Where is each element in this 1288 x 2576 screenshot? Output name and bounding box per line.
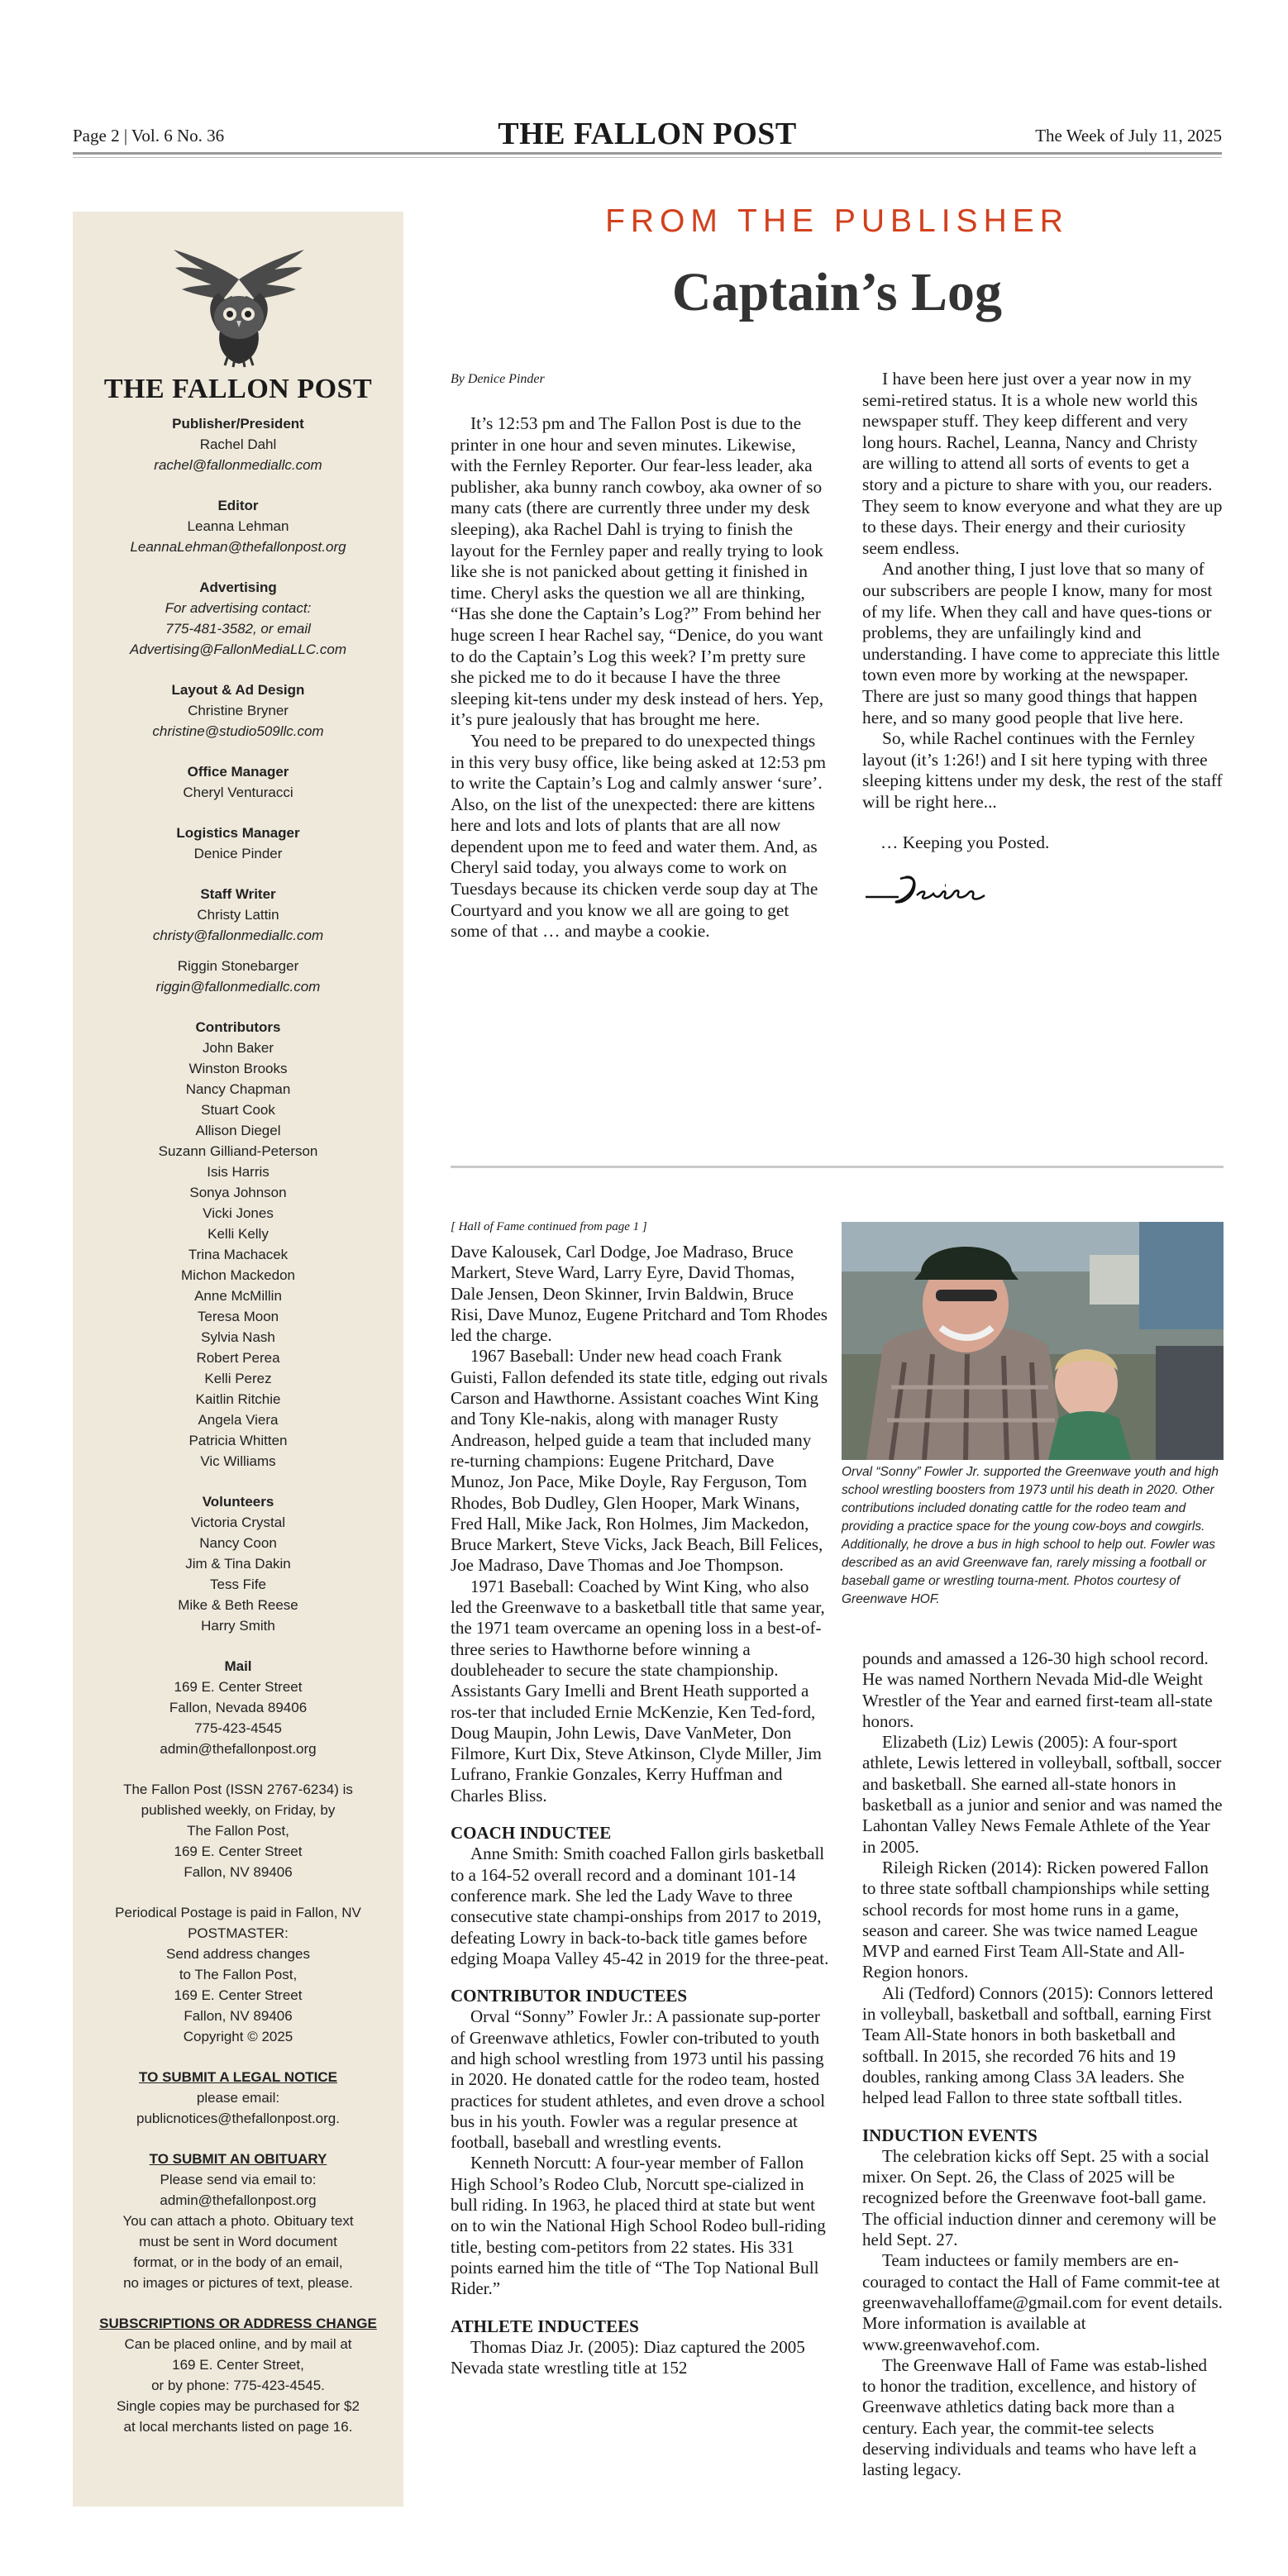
legal-notice-info [73,2087,403,2129]
obituary-line: You can attach a photo. Obituary text [122,2213,354,2229]
athlete-inductees-heading: ATHLETE INDUCTEES [451,2316,639,2336]
paragraph: So, while Rachel continues with the Fernley layout (it’s 1:26!) and I sit here typing with three sleeping kittens under my desk, the rest of the staff will be right here... [862,728,1223,812]
paragraph: Rileigh Ricken (2014): Ricken powered Fallon to three state softball championships while setting school records for most home runs in a game, season and career. She was twice named League MVP and earned First Team All-State and All-Region honors. [862,1857,1209,1982]
staff-email[interactable]: christine@studio509llc.com [152,723,324,739]
contributor-name: Vic Williams [200,1453,276,1469]
obituary-info [73,2169,403,2293]
paragraph: I have been here just over a year now in my semi-retired status. It is a whole new world this newspaper stuff. They keep different and very long hours. Rachel, Leanna, Nancy and Christy are willing to attend all sorts of events to get a story and a picture to share with you, our readers. They seem to know everyone and what they are up to these days. Their energy and their curiosity seem endless. [862,369,1223,558]
contributor-name: Winston Brooks [188,1061,288,1076]
subscription-line: at local merchants listed on page 16. [123,2419,353,2435]
induction-events-heading: INDUCTION EVENTS [862,2125,1038,2145]
signature-image [862,869,1028,909]
obituary-line: format, or in the body of an email, [133,2254,343,2270]
contributor-name: Isis Harris [207,1164,270,1180]
section-kicker: FROM THE PUBLISHER [605,203,1069,239]
subscription-line: Can be placed online, and by mail at [124,2336,352,2352]
issn-line: Fallon, NV 89406 [184,1864,293,1880]
subscriptions-info [73,2334,403,2437]
publisher-column-2 [862,369,1223,909]
coach-inductee-heading: COACH INDUCTEE [451,1823,612,1844]
role-label: Editor [217,498,259,513]
mail-line: Fallon, Nevada 89406 [169,1700,308,1715]
contributor-name: Kelli Perez [204,1371,272,1386]
contributor-name: John Baker [203,1040,274,1056]
paragraph: The celebration kicks off Sept. 25 with a social mixer. On Sept. 26, the Class of 2025 will be recognized before the Greenwave foot-ball game. The official induction dinner and ceremony will be held Sept. 27. [862,2145,1217,2250]
paragraph: The Greenwave Hall of Fame was estab-lished to honor the tradition, excellence, and history of Greenwave athletics dating back more than a century. Each year, the commit-tee selects deserving individuals and teams who have left a lasting legacy. [862,2354,1208,2480]
volunteer-name: Mike & Beth Reese [178,1597,298,1613]
staff-email[interactable]: rachel@fallonmediallc.com [154,457,322,473]
contributor-name: Michon Mackedon [181,1267,295,1283]
contributor-name: Angela Viera [198,1412,279,1428]
contributor-name: Sylvia Nash [201,1329,275,1345]
contributor-name: Stuart Cook [201,1102,275,1118]
volunteer-name: Jim & Tina Dakin [185,1556,291,1572]
staff-name: Christy Lattin [197,907,279,923]
owl-logo [170,231,308,370]
subscription-line: Single copies may be purchased for $2 [117,2398,360,2414]
subscriptions-heading: SUBSCRIPTIONS OR ADDRESS CHANGE [99,2316,377,2331]
section-divider [451,1166,1224,1168]
issn-notice [73,1779,403,1882]
paragraph: pounds and amassed a 126-30 high school record. He was named Northern Nevada Mid-dle Weight Wrestler of the Year and earned first-team all-state honors. [862,1648,1213,1731]
paragraph: 1971 Baseball: Coached by Wint King, who also led the Greenwave to a basketball title that same year, the 1971 team overcame an opening loss in a best-of-three series to Hawthorne before winning a doubleheader to secure the state championship. Assistants Gary Imelli and Brent Heath supported a ros-ter that included Ernie McKenzie, Ken Ted-ford, Doug Maupin, John Lewis, Dave VanMeter, Don Filmore, Kurt Dix, Steve Atkinson, Clyde Miller, Jim Lufrano, Frankie Gonzales, Kerry Huffman and Charles Bliss. [451,1576,825,1806]
staff-name: Christine Bryner [188,703,289,718]
fowler-photo [842,1222,1224,1460]
paragraph: Elizabeth (Liz) Lewis (2005): A four-sport athlete, Lewis lettered in volleyball, softball, soccer and basketball. She earned all-state honors in basketball as a junior and senior and was named the Lahontan Valley News Female Athlete of the Year in 2005. [862,1732,1223,1857]
contributor-inductees-heading: CONTRIBUTOR INDUCTEES [451,1986,688,2006]
role-label: Layout & Ad Design [171,682,305,698]
postage-line: POSTMASTER: [188,1925,289,1941]
postage-line: Periodical Postage is paid in Fallon, NV [115,1905,361,1920]
role-label: Logistics Manager [176,825,300,841]
contributor-name: Trina Machacek [188,1247,289,1262]
role-label: Publisher/President [172,416,304,432]
volunteers-list [73,1512,403,1636]
paragraph: Thomas Diaz Jr. (2005): Diaz captured the 2005 Nevada state wrestling title at 152 [451,2336,805,2378]
contributor-name: Patricia Whitten [188,1433,288,1448]
contributor-name: Vicki Jones [203,1205,274,1221]
role-label: Staff Writer [200,886,276,902]
mail-heading: Mail [224,1658,252,1674]
postage-line: Send address changes [166,1946,310,1962]
contributor-name: Anne McMillin [194,1288,282,1304]
staff-name: Denice Pinder [193,846,283,861]
sidebar-title: THE FALLON POST [103,374,373,404]
contributor-name: Suzann Gilliand-Peterson [158,1143,318,1159]
staff-name: Riggin Stonebarger [177,958,299,974]
mail-line: admin@thefallonpost.org [160,1741,317,1757]
continued-from-note: [ Hall of Fame continued from page 1 ] [451,1220,647,1233]
contributor-name: Sonya Johnson [189,1185,287,1200]
article-byline: By Denice Pinder [451,372,545,386]
hof-column-2 [862,1648,1224,2481]
postage-line: Fallon, NV 89406 [184,2008,293,2024]
postage-line: to The Fallon Post, [179,1967,298,1982]
role-label: Advertising [199,580,277,595]
hof-column-1 [451,1242,829,2378]
staff-name: Leanna Lehman [187,518,289,534]
masthead-rule [73,152,1222,155]
obituary-line: no images or pictures of text, please. [123,2275,353,2291]
postage-notice [73,1902,403,2047]
legal-notice-heading: TO SUBMIT A LEGAL NOTICE [139,2069,337,2085]
issue-date: The Week of July 11, 2025 [1035,126,1222,145]
contributor-name: Kelli Kelly [208,1226,269,1242]
obituary-line: must be sent in Word document [139,2234,337,2249]
subscription-line: 169 E. Center Street, [172,2357,304,2373]
staff-email[interactable]: christy@fallonmediallc.com [152,928,324,943]
legal-line: please email: [196,2090,280,2106]
paragraph: Dave Kalousek, Carl Dodge, Joe Madraso, Bruce Markert, Steve Ward, Larry Eyre, David Thomas, Dale Jensen, Deon Skinner, Irvin Baldwin, Bruce Risi, Dave Munoz, Eugene Pritchard and Tom Rhodes led the charge. [451,1242,828,1346]
advertising-phone: 775-481-3582, or email [165,621,311,637]
volunteers-heading: Volunteers [202,1494,274,1510]
subscription-line: or by phone: 775-423-4545. [151,2378,325,2393]
contributor-name: Kaitlin Ritchie [195,1391,281,1407]
staff-sidebar [73,212,403,2507]
staff-name: Rachel Dahl [199,436,277,452]
staff-name: Cheryl Venturacci [183,785,293,800]
issn-line: The Fallon Post (ISSN 2767-6234) is [123,1782,353,1797]
contributors-list [73,1038,403,1472]
volunteer-name: Tess Fife [209,1577,267,1592]
paragraph: Team inductees or family members are en-couraged to contact the Hall of Fame commit-tee at greenwavehalloffame@gmail.com for event details. More information is available at www.greenwavehof.com. [862,2250,1223,2354]
volunteer-name: Victoria Crystal [191,1515,285,1530]
obituary-line: admin@thefallonpost.org [160,2192,317,2208]
role-label: Office Manager [187,764,289,780]
issn-line: 169 E. Center Street [174,1844,303,1859]
legal-line: publicnotices@thefallonpost.org. [136,2111,340,2126]
mail-address [73,1677,403,1759]
masthead [73,116,1222,152]
obituary-heading: TO SUBMIT AN OBITUARY [149,2151,327,2167]
masthead-rule-thin [73,157,1222,158]
advertising-email[interactable]: Advertising@FallonMediaLLC.com [130,642,346,657]
contributors-heading: Contributors [195,1019,281,1035]
contributor-name: Robert Perea [196,1350,280,1366]
obituary-line: Please send via email to: [160,2172,317,2187]
closing-line: … Keeping you Posted. [880,832,1050,853]
postage-line: Copyright © 2025 [183,2029,293,2044]
contributor-name: Allison Diegel [195,1123,281,1138]
article-headline: Captain’s Log [671,262,1003,322]
volunteer-name: Harry Smith [201,1618,275,1634]
contributor-name: Nancy Chapman [185,1081,291,1097]
page-volume-info: Page 2 | Vol. 6 No. 36 [73,126,225,145]
volunteer-name: Nancy Coon [199,1535,277,1551]
publisher-column-1 [451,413,829,942]
paragraph: Kenneth Norcutt: A four-year member of Fallon High School’s Rodeo Club, Norcutt spe-cialized in bull riding. In 1963, he placed third at state but went on to win the National High School Rodeo bull-riding title, besting com-petitors from 22 states. His 331 points earned him the title of “The Top National Bull Rider.” [451,2153,826,2299]
paragraph: Anne Smith: Smith coached Fallon girls basketball to a 164-52 overall record and a dominant 101-14 conference mark. She led the Lady Wave to three consecutive state champi-onships from 2017 to 2019, defeating Lowry in back-to-back title games before edging Moapa Valley 45-42 in 2019 for the three-peat. [451,1844,829,1968]
issn-line: The Fallon Post, [187,1823,289,1839]
masthead-title: THE FALLON POST [498,117,797,151]
contributor-name: Teresa Moon [197,1309,279,1324]
staff-directory [73,413,403,2437]
paragraph: And another thing, I just love that so many of our subscribers are people I know, many for most of my life. When they call and have ques-tions or problems, they are unfailingly kind and understanding. I have come to appreciate this little town even more by working at the newspaper. There are just so many good things that happen here, and so many good people that live here. [862,559,1220,727]
postage-line: 169 E. Center Street [174,1987,303,2003]
issn-line: published weekly, on Friday, by [141,1802,336,1818]
advertising-line: For advertising contact: [165,600,312,616]
photo-caption: Orval “Sonny” Fowler Jr. supported the Greenwave youth and high school wrestling boosters from 1973 until his death in 2020. Other contributions included donating cattle for the rodeo team and providing a practice space for the young cow-boys and cowgirls. Additionally, he drove a bus in high school to help out. Fowler was described as an avid Greenwave fan, rarely missing a football or baseball game or wrestling tourna-ment. Photos courtesy of Greenwave HOF. [842,1465,1219,1606]
mail-line: 169 E. Center Street [174,1679,303,1695]
staff-email[interactable]: riggin@fallonmediallc.com [155,979,321,995]
paragraph: It’s 12:53 pm and The Fallon Post is due to the printer in one hour and seven minutes. Likewise, with the Fernley Reporter. Our fear-less leader, aka publisher, aka bunny ranch cowboy, aka owner of so many cats (there are currently three under my desk sleeping), aka Rachel Dahl is trying to finish the layout for the Fernley paper and really trying to look like she is not panicked about getting it finished in time. Cheryl asks the question we all are thinking, “Has she done the Captain’s Log?” From behind her huge screen I hear Rachel say, “Denice, do you want to do the Captain’s Log this week? I’m pretty sure she picked me to do it because I have the three sleeping kit-tens under my desk instead of hers. Yep, it’s pure jealously that has brought me here. [451,413,823,730]
paragraph: Ali (Tedford) Connors (2015): Connors lettered in volleyball, basketball and softball, earning First Team All-State honors in both basketball and softball. In 2015, she recorded 76 hits and 19 doubles, ranking among Class 3A leaders. She helped lead Fallon to three state softball titles. [862,1982,1214,2108]
paragraph: 1967 Baseball: Under new head coach Frank Guisti, Fallon defended its state title, edging out rivals Carson and Hawthorne. Assistant coaches Wint King and Tony Kle-nakis, along with manager Rusty Andreason, helped guide a team that included many re-turning champions: Eugene Pritchard, Dave Munoz, Jon Pace, Mike Doyle, Ray Ferguson, Tom Rhodes, Bob Dudley, Glen Hooper, Mark Winans, Fred Hall, Mike Jack, Ron Holmes, Jim Mackedon, Bruce Markert, Steve Vicks, Jack Beach, Bill Felices, Joe Madraso, Dave Thomas and Joe Thompson. [451,1346,828,1576]
mail-line: 775-423-4545 [194,1720,282,1736]
paragraph: You need to be prepared to do unexpected things in this very busy office, like being asked at 12:53 pm to write the Captain’s Log and calmly answer ‘sure’. Also, on the list of the unexpected: there are kittens here and lots and lots of plants that are all now dependent upon me to feed and water them. And, as Cheryl said today, you always come to work on Tuesdays because its chicken verde soup day at The Courtyard and you know we all are going to get some of that … and maybe a cookie. [451,730,827,942]
staff-email[interactable]: LeannaLehman@thefallonpost.org [130,539,346,555]
paragraph: Orval “Sonny” Fowler Jr.: A passionate sup-porter of Greenwave athletics, Fowler con-tributed to youth and high school wrestling from 1973 until his passing in 2020. He donated cattle for the rodeo team, hosted practices for student athletes, and even drove a school bus in his youth. Fowler was a regular presence at football, baseball and wrestling events. [451,2006,826,2153]
